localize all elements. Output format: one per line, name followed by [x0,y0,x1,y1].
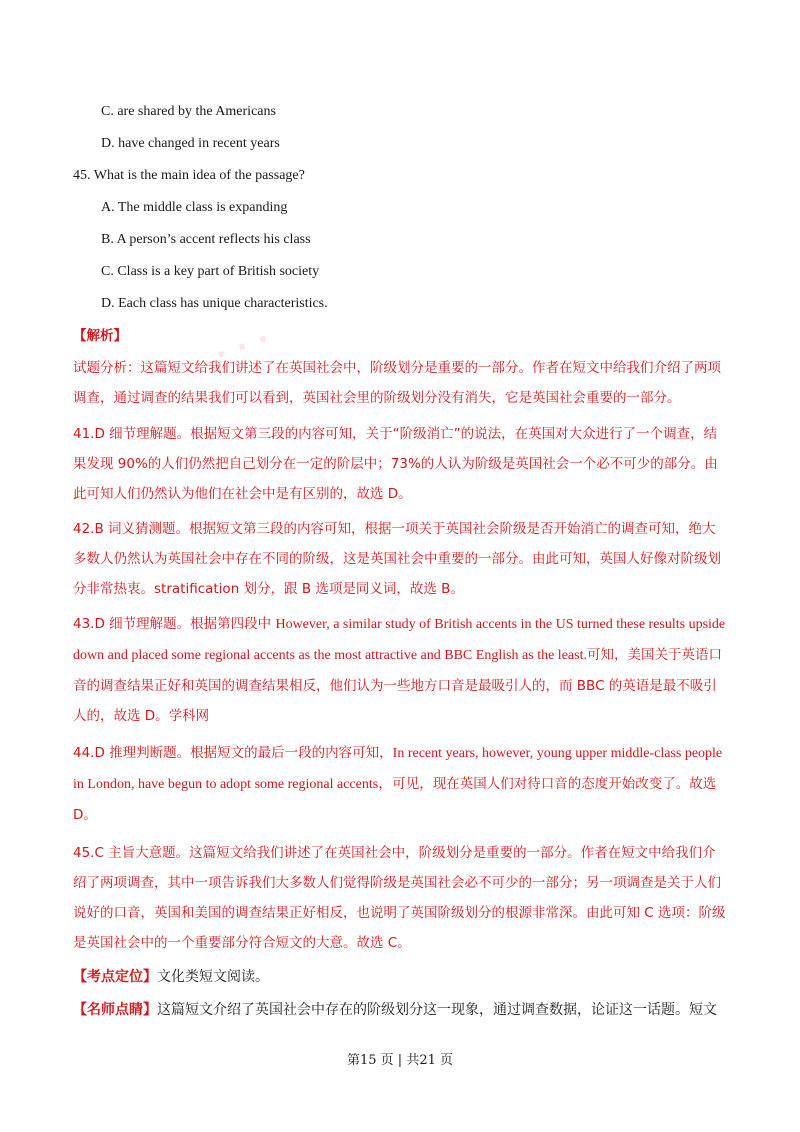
analysis-43-tail: 可知，美国关于英语口音的调查结果正好和英国的调查结果相反，他们认为一些地方口音是最吸引人的，而 BBC 的英语是最不吸引人的，故选 D。学科网 [73,647,722,724]
page-footer: 第15 页 | 共21 页 [347,1053,453,1068]
analysis-42: 42.B 词义猜测题。根据短文第三段的内容可知，根据一项关于英国社会阶级是否开始消亡的调查可知，绝大多数人仍然认为英国社会中存在不同的阶级，这是英国社会中重要的一部分。由此可知，英国人好像对阶级划分非常热衷。stratification 划分，跟 B 选项是同义词，故选 B。 [73,521,721,597]
analysis-heading: 【解析】 [73,328,127,344]
option-c-prev: C. are shared by the Americans [101,104,276,119]
q45-option-b: B. A person’s accent reflects his class [101,232,311,247]
q45-option-d: D. Each class has unique characteristics. [101,296,328,311]
analysis-44-tail: 可见，现在英国人们对待口音的态度开始改变了。故选 D。 [73,776,717,823]
mingshi-line [73,1001,733,1019]
analysis-43-quote: However, a similar study of British accents in the US turned these results upside down and placed some regional accents as the most attractive and BBC English as the least. [73,617,726,663]
question-45-stem: 45. What is the main idea of the passage? [73,168,305,183]
q45-option-a: A. The middle class is expanding [101,200,288,215]
analysis-44 [73,738,728,830]
analysis-45: 45.C 主旨大意题。这篇短文给我们讲述了在英国社会中，阶级划分是重要的一部分。作者在短文中给我们介绍了两项调查，其中一项告诉我们大多数人们觉得阶级是英国社会必不可少的一部分；另一项调查是关于人们说好的口音，英国和美国的调查结果正好相反，也说明了英国阶级划分的根源非常深。由此可知 C 选项：阶级是英国社会中的一个重要部分符合短文的大意。故选 C。 [73,845,726,951]
kaodian-label: 【考点定位】 [73,969,157,985]
mingshi-text: 这篇短文介绍了英国社会中存在的阶级划分这一现象，通过调查数据，论证这一话题。短文 [157,1002,717,1018]
kaodian-line [73,968,733,986]
analysis-44-quote: In recent years, however, young upper middle-class people in London, have begun to adopt some regional accents， [73,746,723,792]
q45-option-c: C. Class is a key part of British society [101,264,320,279]
analysis-41: 41.D 细节理解题。根据短文第三段的内容可知，关于“阶级消亡”的说法，在英国对大众进行了一个调查，结果发现 90%的人们仍然把自己划分在一定的阶层中；73%的人认为阶级是英国社会一个必不可少的部分。由此可知人们仍然认为他们在社会中是有区别的，故选 D。 [73,426,718,502]
analysis-44-lead: 44.D 推理判断题。根据短文的最后一段的内容可知， [73,745,393,761]
mingshi-label: 【名师点睛】 [73,1002,157,1018]
option-d-prev: D. have changed in recent years [101,136,280,151]
analysis-43 [73,609,728,731]
kaodian-text: 文化类短文阅读。 [157,969,269,985]
analysis-43-lead: 43.D 细节理解题。根据第四段中 [73,616,276,632]
watermark: · · · [210,321,275,374]
analysis-summary: 试题分析：这篇短文给我们讲述了在英国社会中，阶级划分是重要的一部分。作者在短文中给我们介绍了两项调查，通过调查的结果我们可以看到，英国社会里的阶级划分没有消失，它是英国社会重要的一部分。 [73,360,721,406]
